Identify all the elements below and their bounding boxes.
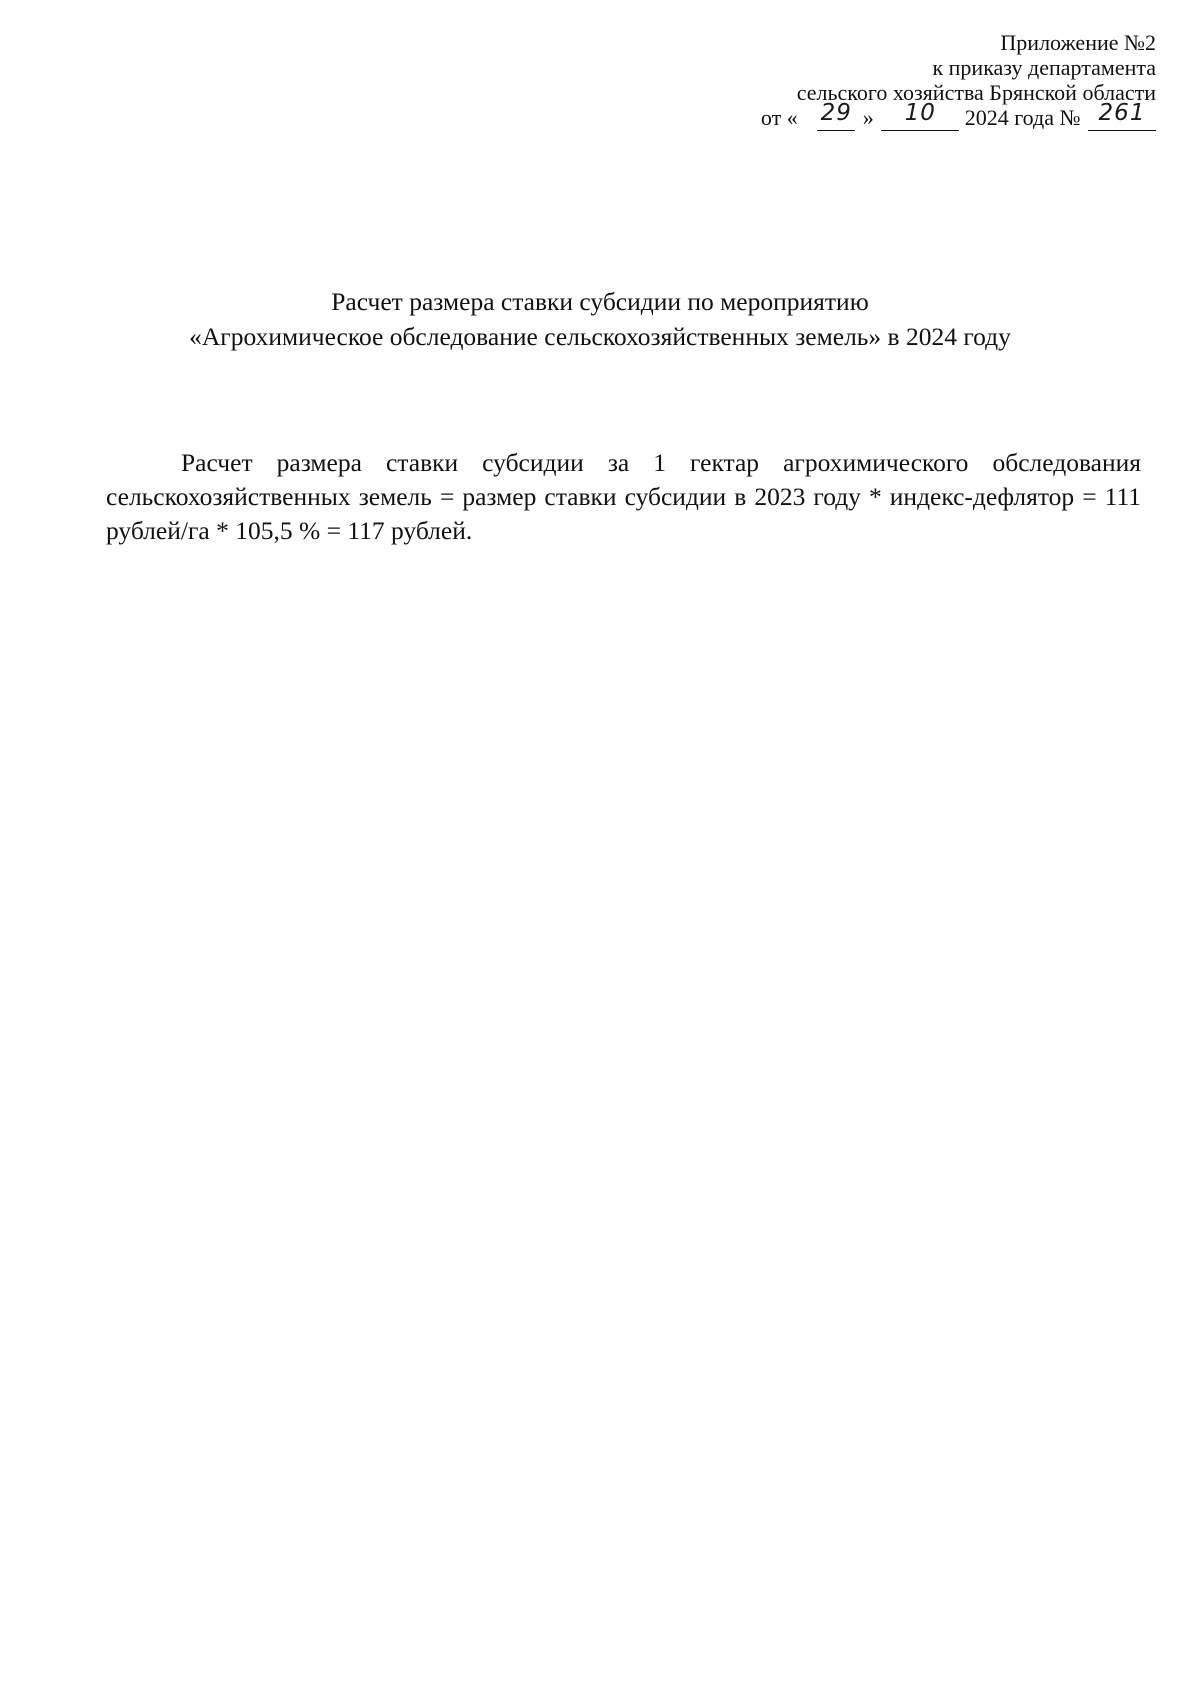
order-month-handwritten: 10 bbox=[904, 100, 936, 126]
appendix-department: сельского хозяйства Брянской области bbox=[796, 80, 1156, 105]
appendix-number: Приложение №2 bbox=[1000, 30, 1156, 55]
order-date-line bbox=[760, 100, 1156, 131]
document-title bbox=[0, 284, 1200, 354]
calculation-paragraph: Расчет размера ставки субсидии за 1 гектар агрохимического обследования сельскохозяйственных земель = размер ставки субсидии в 2023 году * индекс-дефлятор = 111 рублей/га * 105,5 % = 117 рублей. bbox=[106, 447, 1141, 545]
order-year-text: 2024 года № bbox=[964, 105, 1081, 130]
title-line-2: «Агрохимическое обследование сельскохозяйственных земель» в 2024 году bbox=[189, 322, 1011, 351]
order-day-field bbox=[817, 100, 855, 131]
appendix-order-reference: к приказу департамента bbox=[932, 55, 1156, 80]
order-date-prefix: от « bbox=[760, 105, 798, 130]
order-number-handwritten: 261 bbox=[1098, 100, 1146, 126]
order-day-handwritten: 29 bbox=[820, 100, 852, 126]
title-line-1: Расчет размера ставки субсидии по мероприятию bbox=[331, 287, 869, 316]
order-month-field bbox=[881, 100, 959, 131]
appendix-block bbox=[761, 30, 1156, 131]
order-date-quote-close: » bbox=[862, 105, 874, 130]
order-number-field bbox=[1088, 100, 1156, 131]
